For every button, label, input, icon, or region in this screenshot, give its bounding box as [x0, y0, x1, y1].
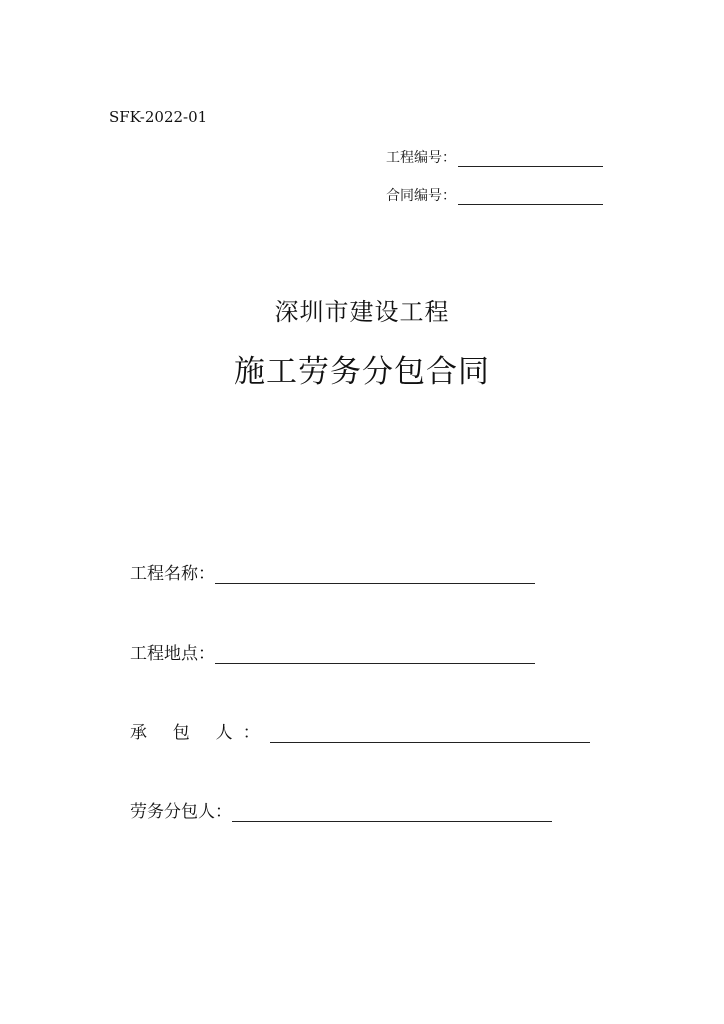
project-name-row: [130, 559, 535, 584]
document-code: SFK-2022-01: [109, 108, 208, 126]
project-name-label: 工程名称：: [130, 564, 215, 584]
project-location-label: 工程地点：: [130, 644, 215, 664]
project-number-label: 工程编号：: [386, 150, 456, 166]
labor-subcontractor-row: [130, 797, 552, 822]
contractor-field[interactable]: [270, 724, 590, 743]
project-location-field[interactable]: [215, 645, 535, 664]
document-title-line2: 施工劳务分包合同: [234, 354, 490, 390]
project-number-row: [386, 147, 603, 167]
contract-number-label: 合同编号：: [386, 188, 456, 204]
labor-subcontractor-label: 劳务分包人：: [130, 802, 232, 822]
project-name-field[interactable]: [215, 565, 535, 584]
contract-number-field[interactable]: [458, 190, 603, 205]
project-location-row: [130, 639, 535, 664]
labor-subcontractor-field[interactable]: [232, 803, 552, 822]
contractor-label: 承 包 人：: [130, 723, 271, 743]
contractor-row: [130, 718, 590, 743]
project-number-field[interactable]: [458, 152, 603, 167]
document-title-line1: 深圳市建设工程: [274, 298, 450, 326]
contract-number-row: [386, 185, 603, 205]
